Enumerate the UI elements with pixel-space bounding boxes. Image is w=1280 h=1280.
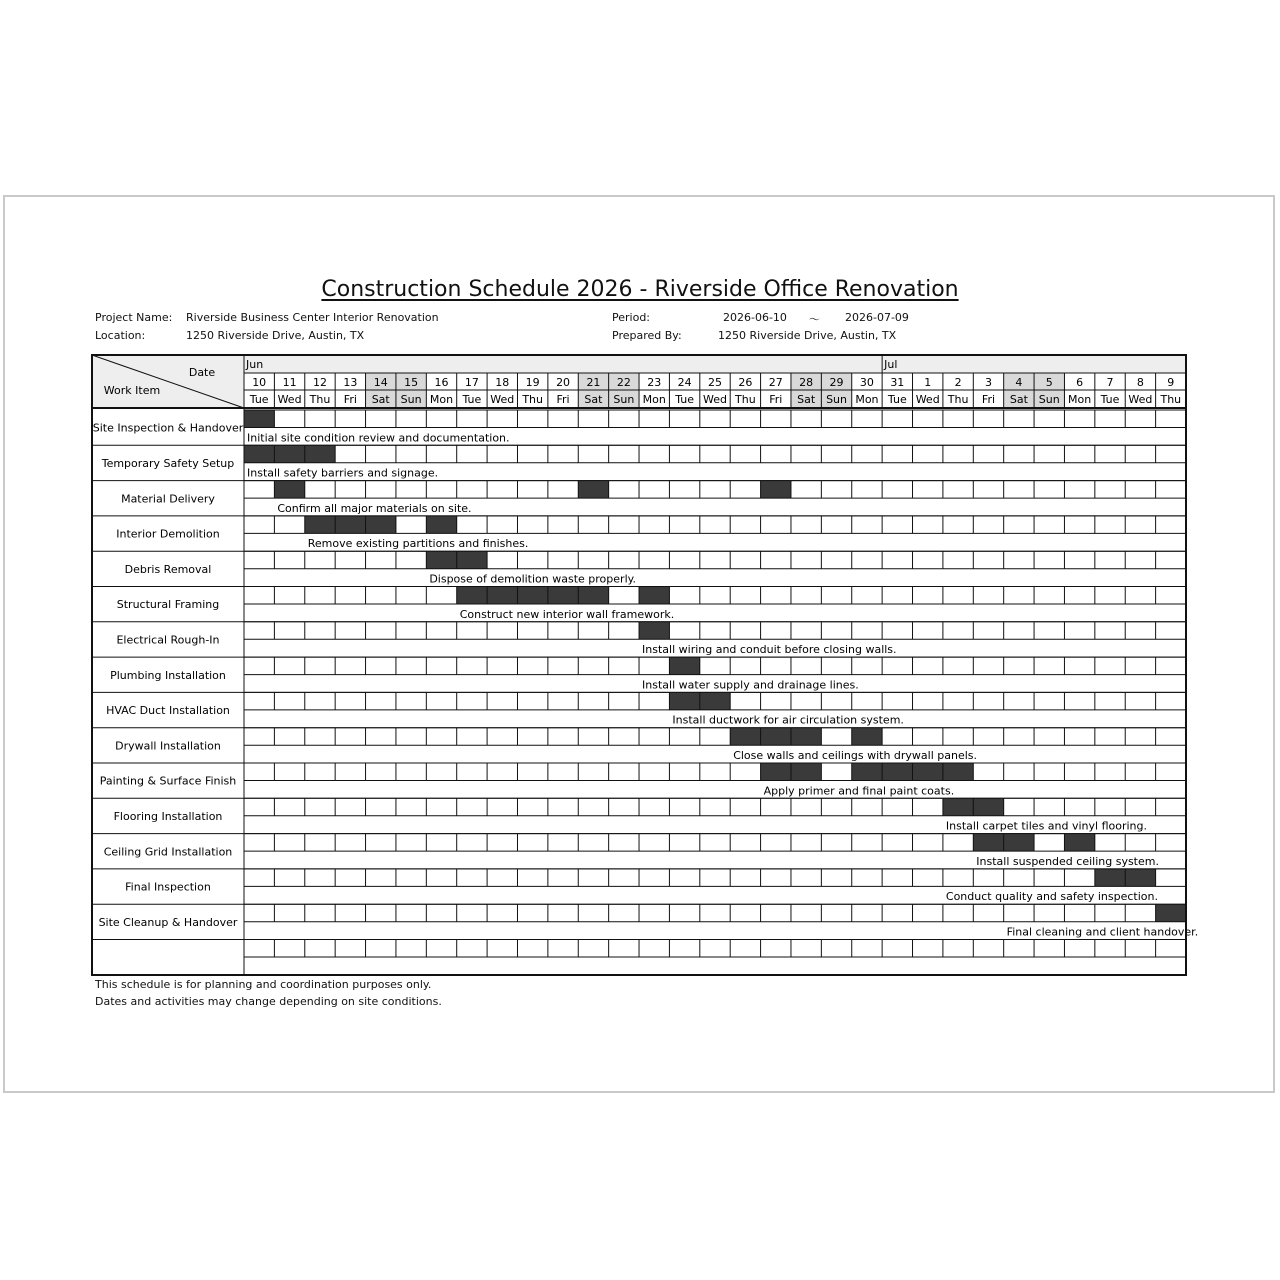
- task-note: Install safety barriers and signage.: [247, 466, 439, 480]
- task-name: Debris Removal: [124, 562, 212, 576]
- task-name: Interior Demolition: [116, 527, 220, 541]
- task-name: Site Cleanup & Handover: [98, 915, 238, 929]
- filled-day-cell: [1064, 834, 1094, 852]
- task-name: Drywall Installation: [115, 739, 221, 753]
- day-number-label: 10: [252, 376, 267, 389]
- task-note: Conduct quality and safety inspection.: [945, 890, 1158, 904]
- weekday-label: Sun: [1038, 393, 1060, 406]
- task-name: Structural Framing: [116, 598, 220, 612]
- day-number-label: 5: [1045, 376, 1053, 389]
- filled-day-cell: [578, 587, 608, 605]
- filled-day-cell: [457, 551, 487, 569]
- weekday-label: Sun: [826, 393, 848, 406]
- weekday-label: Thu: [947, 393, 969, 406]
- filled-day-cell: [305, 516, 335, 534]
- weekday-label: Tue: [887, 393, 907, 406]
- filled-day-cell: [852, 763, 882, 781]
- filled-day-cell: [669, 692, 699, 710]
- day-number-label: 4: [1015, 376, 1023, 389]
- day-number-label: 25: [708, 376, 722, 389]
- filled-day-cell: [761, 763, 791, 781]
- weekday-label: Sat: [797, 393, 816, 406]
- filled-day-cell: [274, 481, 304, 499]
- day-number-label: 26: [738, 376, 753, 389]
- month-row-bg: [244, 355, 1186, 373]
- day-number-label: 15: [404, 376, 419, 389]
- task-note: Initial site condition review and documentation.: [247, 431, 510, 445]
- filled-day-cell: [244, 445, 274, 463]
- filled-day-cell: [548, 587, 578, 605]
- filled-day-cell: [761, 728, 791, 746]
- weekday-label: Sat: [1009, 393, 1028, 406]
- filled-day-cell: [578, 481, 608, 499]
- day-number-label: 12: [312, 376, 327, 389]
- filled-day-cell: [730, 728, 760, 746]
- filled-day-cell: [852, 728, 882, 746]
- filled-day-cell: [943, 763, 973, 781]
- filled-day-cell: [274, 445, 304, 463]
- day-number-label: 20: [556, 376, 571, 389]
- filled-day-cell: [882, 763, 912, 781]
- weekday-label: Sun: [400, 393, 422, 406]
- task-note: Install wiring and conduit before closing walls.: [642, 643, 897, 657]
- task-note: Construct new interior wall framework.: [459, 607, 675, 621]
- weekday-label: Wed: [1128, 393, 1153, 406]
- project-name-label: Project Name:: [95, 311, 173, 324]
- day-number-label: 1: [924, 376, 932, 389]
- filled-day-cell: [639, 587, 669, 605]
- task-note: Remove existing partitions and finishes.: [307, 537, 529, 551]
- day-number-label: 28: [799, 376, 814, 389]
- project-name-value: Riverside Business Center Interior Renovation: [186, 311, 439, 324]
- day-number-label: 11: [282, 376, 297, 389]
- filled-day-cell: [426, 551, 456, 569]
- weekday-label: Fri: [981, 393, 996, 406]
- weekday-label: Wed: [277, 393, 302, 406]
- task-note: Close walls and ceilings with drywall panels.: [733, 749, 978, 762]
- footer-note-1: This schedule is for planning and coordination purposes only.: [95, 978, 432, 991]
- filled-day-cell: [244, 410, 274, 428]
- task-name: Site Inspection & Handover: [92, 421, 244, 435]
- filled-day-cell: [1095, 869, 1125, 887]
- day-number-label: 13: [343, 376, 358, 389]
- weekday-label: Thu: [735, 393, 756, 406]
- day-number-label: 30: [859, 376, 874, 389]
- day-number-label: 3: [984, 376, 992, 389]
- weekday-label: Fri: [556, 393, 570, 406]
- task-note: Apply primer and final paint coats.: [763, 784, 955, 798]
- weekday-label: Wed: [703, 393, 727, 406]
- filled-day-cell: [669, 657, 699, 675]
- weekday-label: Tue: [1100, 393, 1120, 406]
- month-label: Jul: [884, 358, 898, 371]
- day-number-label: 22: [616, 376, 631, 389]
- weekday-label: Tue: [675, 393, 695, 406]
- day-number-label: 17: [464, 376, 479, 389]
- task-name: Ceiling Grid Installation: [103, 845, 233, 859]
- weekday-label: Mon: [642, 393, 666, 406]
- filled-day-cell: [366, 516, 396, 534]
- filled-day-cell: [1004, 834, 1034, 852]
- task-name: HVAC Duct Installation: [106, 704, 230, 718]
- day-number-label: 6: [1076, 376, 1084, 389]
- period-separator: ～: [809, 313, 820, 326]
- weekday-label: Thu: [522, 393, 544, 406]
- weekday-label: Wed: [490, 393, 515, 406]
- filled-day-cell: [1125, 869, 1155, 887]
- day-number-label: 29: [829, 376, 844, 389]
- day-number-label: 9: [1167, 376, 1175, 389]
- weekday-label: Mon: [1068, 393, 1092, 406]
- weekday-label: Sun: [613, 393, 635, 406]
- weekday-label: Thu: [1160, 393, 1182, 406]
- task-note: Confirm all major materials on site.: [277, 501, 472, 515]
- day-number-label: 31: [890, 376, 905, 389]
- weekday-label: Mon: [429, 393, 454, 406]
- task-name: Flooring Installation: [113, 809, 223, 823]
- weekday-label: Fri: [343, 393, 357, 406]
- period-end: 2026-07-09: [845, 311, 909, 324]
- weekday-label: Sat: [584, 393, 603, 406]
- task-note: Install water supply and drainage lines.: [642, 678, 859, 692]
- task-note: Dispose of demolition waste properly.: [429, 572, 637, 586]
- weekday-label: Tue: [249, 393, 269, 406]
- day-number-label: 18: [495, 376, 510, 389]
- weekday-label: Sat: [371, 393, 390, 406]
- task-name: Painting & Surface Finish: [99, 774, 237, 788]
- work-item-header-label: Work Item: [103, 384, 161, 397]
- filled-day-cell: [973, 798, 1003, 816]
- day-number-label: 24: [677, 376, 692, 389]
- day-number-label: 7: [1106, 376, 1114, 389]
- filled-day-cell: [487, 587, 517, 605]
- month-label: Jun: [246, 358, 264, 371]
- task-note: Final cleaning and client handover.: [1006, 925, 1199, 939]
- filled-day-cell: [761, 481, 791, 499]
- day-number-label: 23: [647, 376, 662, 389]
- day-number-label: 16: [434, 376, 449, 389]
- day-number-label: 27: [768, 376, 783, 389]
- day-number-label: 2: [954, 376, 962, 389]
- task-name: Plumbing Installation: [110, 668, 226, 682]
- task-note: Install carpet tiles and vinyl flooring.: [945, 819, 1148, 833]
- filled-day-cell: [517, 587, 547, 605]
- day-number-label: 14: [373, 376, 388, 389]
- filled-day-cell: [426, 516, 456, 534]
- weekday-label: Wed: [915, 393, 940, 406]
- filled-day-cell: [335, 516, 365, 534]
- filled-day-cell: [973, 834, 1003, 852]
- location-value: 1250 Riverside Drive, Austin, TX: [186, 329, 365, 342]
- filled-day-cell: [305, 445, 335, 463]
- weekday-label: Tue: [462, 393, 482, 406]
- filled-day-cell: [791, 728, 821, 746]
- weekday-label: Fri: [769, 393, 783, 406]
- filled-day-cell: [913, 763, 943, 781]
- day-number-label: 21: [586, 376, 601, 389]
- task-name: Electrical Rough-In: [116, 633, 220, 647]
- task-name: Final Inspection: [125, 880, 211, 894]
- prepared-by-label: Prepared By:: [612, 329, 682, 342]
- filled-day-cell: [700, 692, 730, 710]
- task-name: Material Delivery: [121, 492, 215, 506]
- day-number-label: 8: [1136, 376, 1144, 389]
- page-title: Construction Schedule 2026 - Riverside Office Renovation: [321, 277, 959, 302]
- task-note: Install ductwork for air circulation system.: [672, 713, 904, 727]
- filled-day-cell: [791, 763, 821, 781]
- task-name: Temporary Safety Setup: [101, 456, 235, 470]
- weekday-label: Thu: [309, 393, 331, 406]
- filled-day-cell: [1156, 904, 1186, 922]
- prepared-by-value: 1250 Riverside Drive, Austin, TX: [718, 329, 897, 342]
- period-start: 2026-06-10: [723, 311, 787, 324]
- day-number-label: 19: [525, 376, 540, 389]
- task-note: Install suspended ceiling system.: [976, 854, 1159, 868]
- footer-note-2: Dates and activities may change depending on site conditions.: [95, 995, 442, 1008]
- period-label: Period:: [612, 311, 651, 324]
- filled-day-cell: [457, 587, 487, 605]
- date-header-label: Date: [188, 366, 216, 379]
- filled-day-cell: [639, 622, 669, 640]
- weekday-label: Mon: [855, 393, 879, 406]
- location-label: Location:: [95, 329, 146, 342]
- filled-day-cell: [943, 798, 973, 816]
